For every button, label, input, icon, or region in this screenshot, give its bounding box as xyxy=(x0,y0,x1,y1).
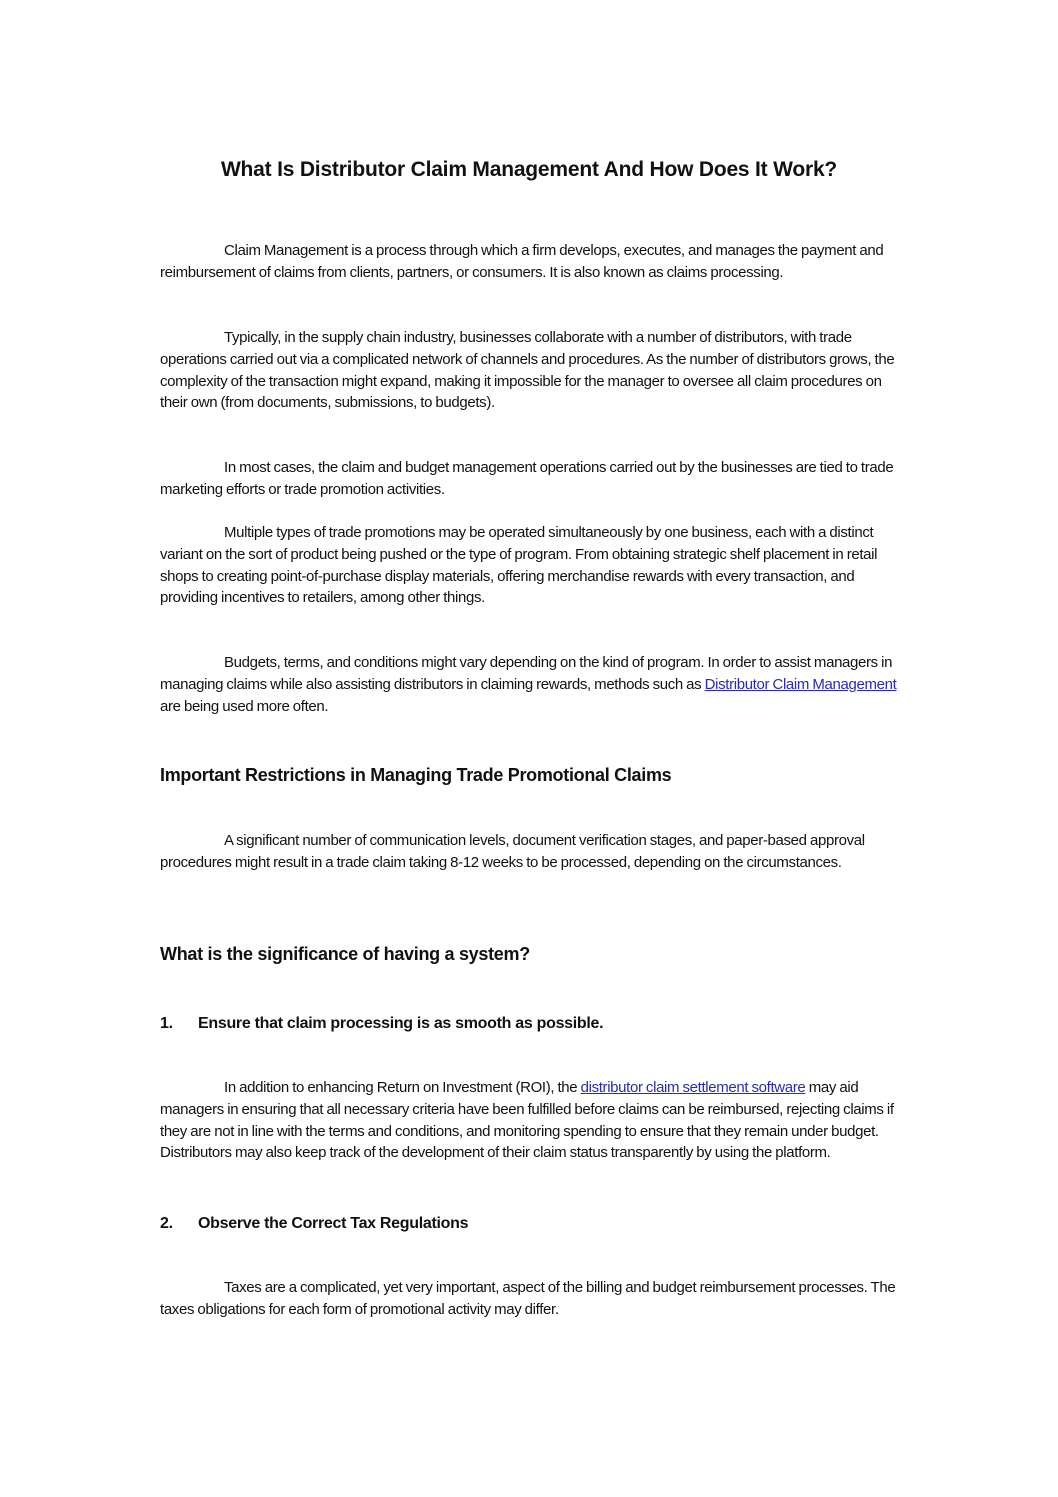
paragraph-supply-chain: Typically, in the supply chain industry, businesses collaborate with a number of distributors, with trade operations carried out via a complicated network of channels and procedures. As the number of distributors grows, the complexity of the transaction might expand, making it impossible for the manager to oversee all claim procedures on their own (from documents, submissions, to budgets). xyxy=(160,329,895,412)
list-number: 2. xyxy=(160,1215,173,1232)
distributor-claim-settlement-software-link[interactable]: distributor claim settlement software xyxy=(580,1079,806,1096)
paragraph-taxes: Taxes are a complicated, yet very important, aspect of the billing and budget reimbursement processes. The taxes obligations for each form of promotional activity may differ. xyxy=(160,1279,896,1318)
paragraph-budgets-terms: Budgets, terms, and conditions might vary depending on the kind of program. In order to assist managers in managing claims while also assisting distributors in claiming rewards, methods such as Distributor Claim Management are being used more often. xyxy=(160,654,897,715)
paragraph-trade-marketing: In most cases, the claim and budget management operations carried out by the businesses are tied to trade marketing efforts or trade promotion activities. xyxy=(160,459,894,498)
heading-item-2: 2. Observe the Correct Tax Regulations xyxy=(160,1215,469,1232)
heading-important-restrictions: Important Restrictions in Managing Trade Promotional Claims xyxy=(160,765,672,785)
heading-significance-system: What is the significance of having a system? xyxy=(160,944,530,964)
paragraph-roi: In addition to enhancing Return on Investment (ROI), the distributor claim settlement software may aid managers in ensuring that all necessary criteria have been fulfilled before claims can be reimbursed, rejecting claims if they are not in line with the terms and conditions, and monitoring spending to ensure that they remain under budget. Distributors may also keep track of the development of their claim status transparently by using the platform. xyxy=(160,1079,894,1162)
paragraph-communication-levels: A significant number of communication levels, document verification stages, and paper-based approval procedures might result in a trade claim taking 8-12 weeks to be processed, depending on the circumstances. xyxy=(160,832,865,871)
distributor-claim-management-link[interactable]: Distributor Claim Management xyxy=(704,675,897,693)
heading-item-1: 1. Ensure that claim processing is as smooth as possible. xyxy=(160,1015,604,1032)
paragraph-trade-promotions: Multiple types of trade promotions may be operated simultaneously by one business, each with a distinct variant on the sort of product being pushed or the type of program. From obtaining strategic shelf placement in retail shops to creating point-of-purchase display materials, offering merchandise rewards with every transaction, and providing incentives to retailers, among other things. xyxy=(160,524,878,607)
paragraph-claim-management: Claim Management is a process through which a firm develops, executes, and manages the payment and reimbursement of claims from clients, partners, or consumers. It is also known as claims processing. xyxy=(160,242,884,281)
list-number: 1. xyxy=(160,1015,173,1032)
document-title: What Is Distributor Claim Management And How Does It Work? xyxy=(220,158,838,181)
